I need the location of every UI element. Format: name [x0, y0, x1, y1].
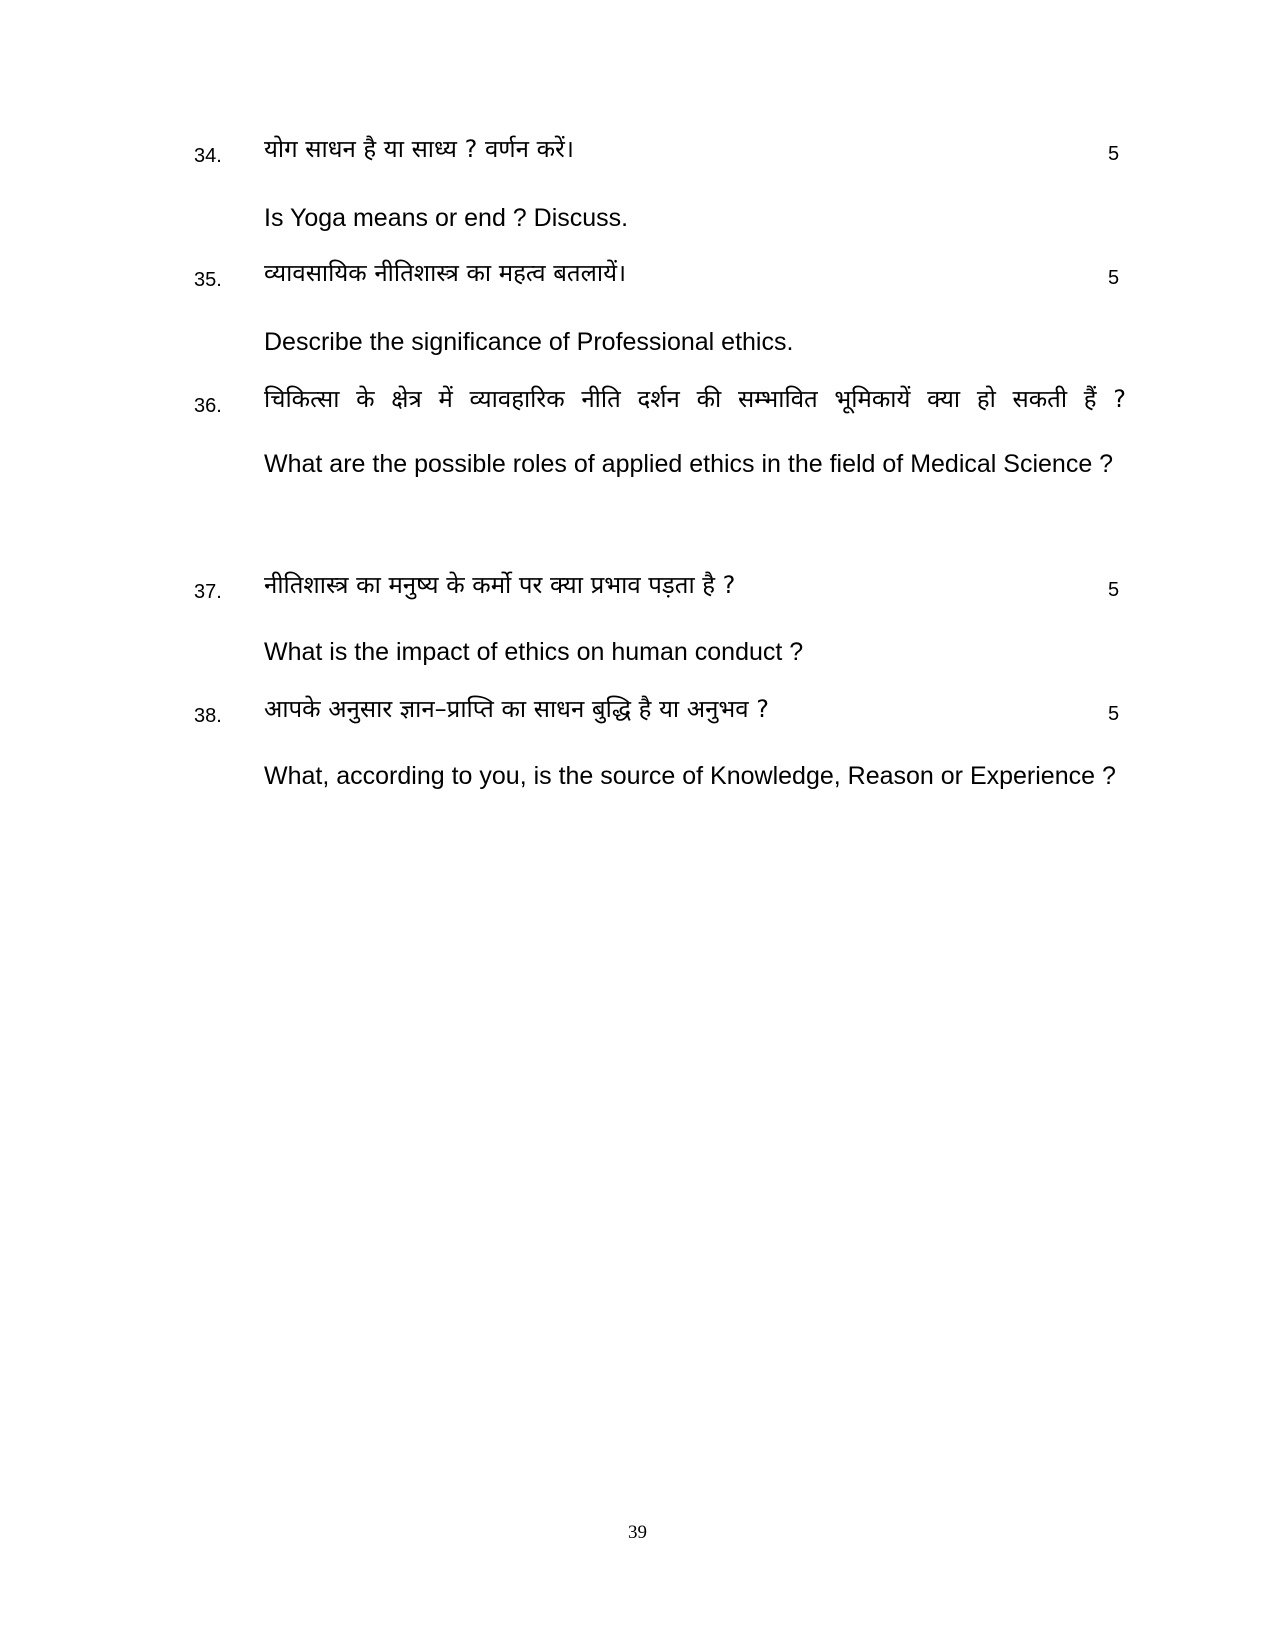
question-text-english: What are the possible roles of applied ethics in the field of Medical Science ? [264, 450, 1114, 478]
question-marks: 5 [1108, 703, 1120, 725]
question-number: 38. [194, 705, 222, 727]
question-text-hindi: योग साधन है या साध्य ? वर्णन करें। [264, 135, 574, 163]
question-number: 37. [194, 581, 222, 603]
question-text-english: What is the impact of ethics on human conduct ? [264, 638, 804, 666]
question-text-english: Describe the significance of Professional ethics. [264, 328, 794, 356]
question-marks: 5 [1108, 579, 1120, 601]
question-text-english: Is Yoga means or end ? Discuss. [264, 204, 629, 232]
page-number: 39 [628, 1522, 647, 1543]
question-text-english: What, according to you, is the source of Knowledge, Reason or Experience ? [264, 762, 1116, 790]
question-text-hindi: व्यावसायिक नीतिशास्त्र का महत्व बतलायें। [264, 259, 627, 287]
question-number: 34. [194, 145, 222, 167]
question-marks: 5 [1108, 143, 1120, 165]
question-number: 35. [194, 269, 222, 291]
question-text-hindi: आपके अनुसार ज्ञान–प्राप्ति का साधन बुद्धि है या अनुभव ? [264, 695, 769, 723]
question-text-hindi: नीतिशास्त्र का मनुष्य के कर्मो पर क्या प्रभाव पड़ता है ? [264, 571, 736, 599]
question-number: 36. [194, 395, 222, 417]
question-text-hindi: चिकित्सा के क्षेत्र में व्यावहारिक नीति दर्शन की सम्भावित भूमिकायें क्या हो सकती हैं ? [264, 385, 1126, 413]
question-marks: 5 [1108, 267, 1120, 289]
